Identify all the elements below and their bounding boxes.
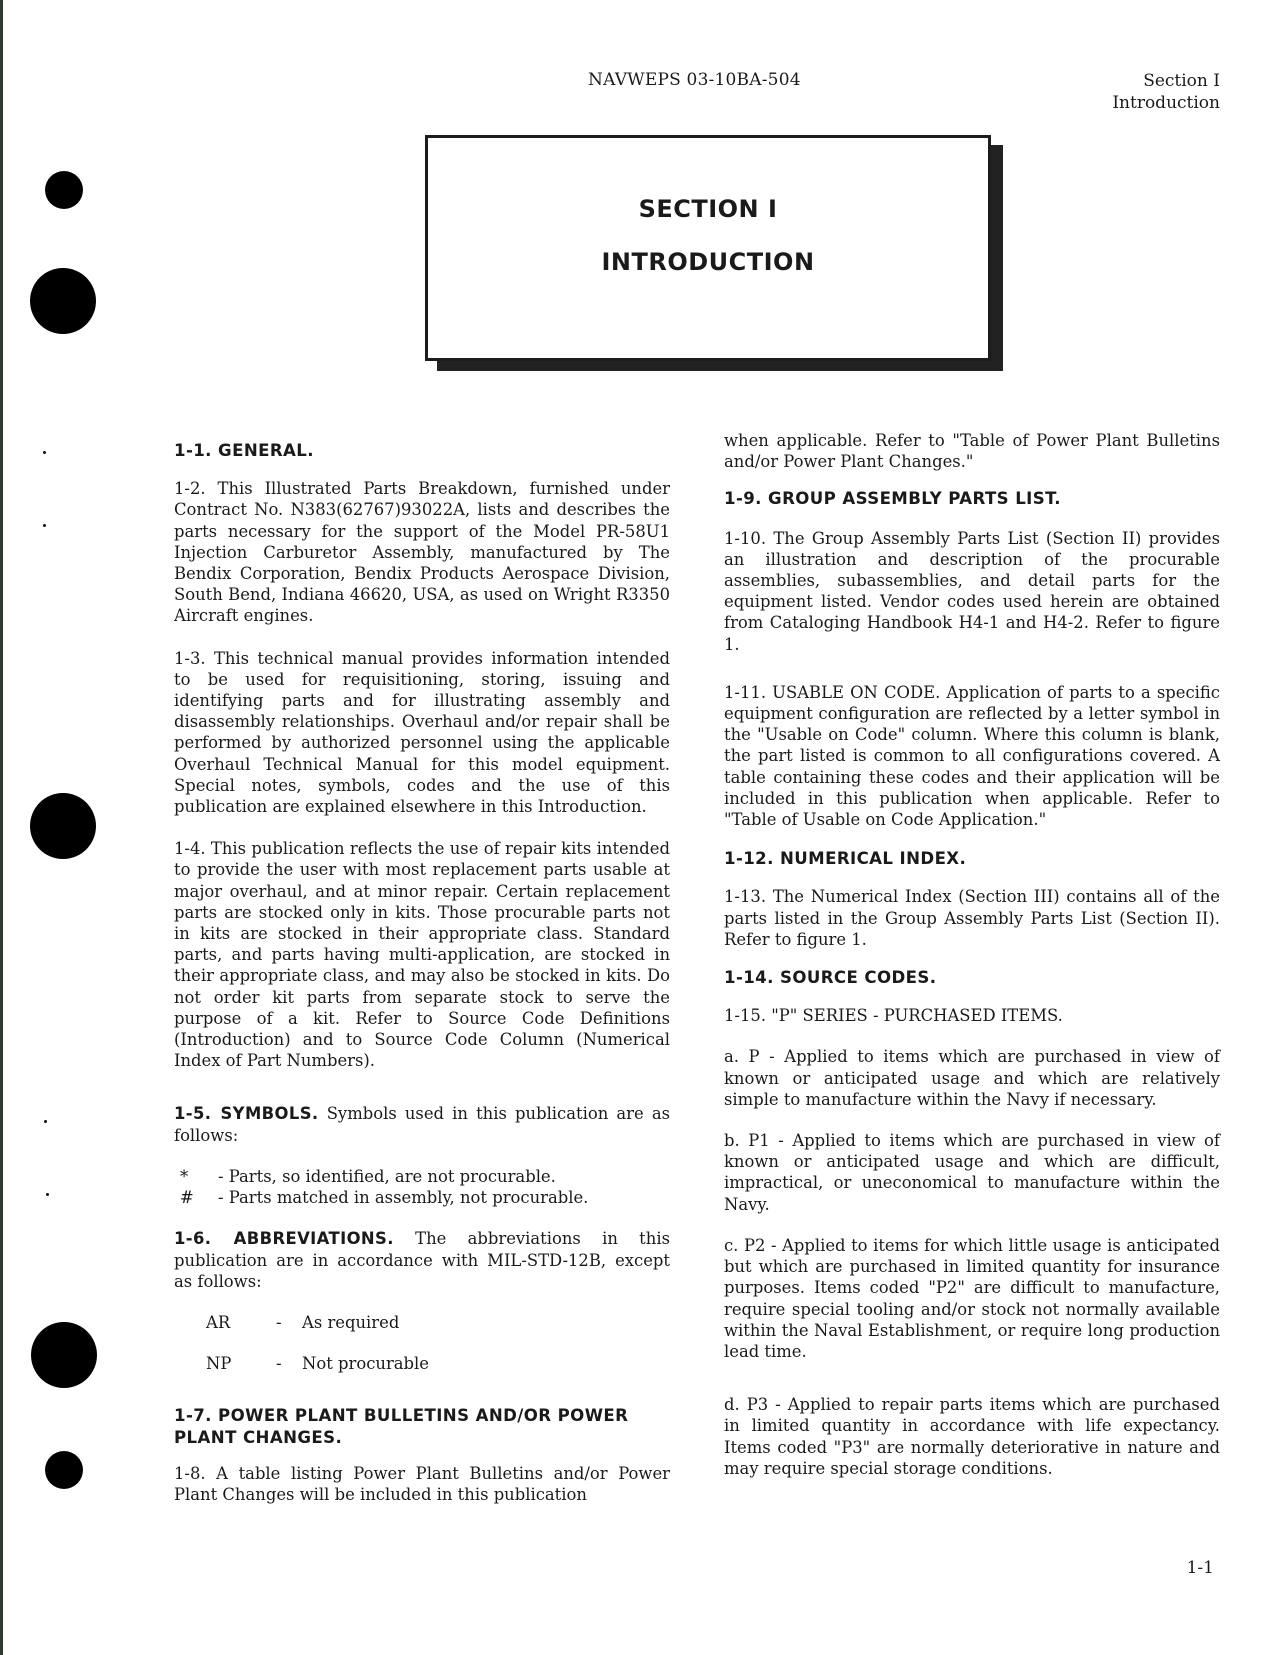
abbreviation-row <box>174 1312 670 1333</box>
abbreviation-text: Not procurable <box>302 1354 429 1374</box>
source-code-p2: c. P2 - Applied to items for which little usage is anticipated but which are purchased in limited quantity for insurance purposes. Items coded "P2" are difficult to manufacture, require special tooling and/or stock not normally available within the Naval Establishment, or require long production lead time. <box>724 1235 1220 1361</box>
heading-1-14: 1-14. SOURCE CODES. <box>724 968 937 988</box>
abbreviation-key: NP <box>206 1354 232 1374</box>
paragraph-1-5-text: Symbols used in this publication are as follows: <box>174 1104 671 1145</box>
page-edge <box>0 0 3 1655</box>
heading-1-12: 1-12. NUMERICAL INDEX. <box>724 849 967 869</box>
symbol-row <box>174 1187 670 1208</box>
source-code-p: a. P - Applied to items which are purchased in view of known or anticipated usage and which are relatively simple to manufacture within the Navy if necessary. <box>724 1047 1220 1109</box>
section-heading: SECTION I <box>638 195 778 223</box>
section-label: Section I <box>1143 71 1220 91</box>
paragraph-1-11: 1-11. USABLE ON CODE. Application of parts to a specific equipment configuration are reflected by a letter symbol in the "Usable on Code" column. Where this column is blank, the part listed is common to all configurations covered. A table containing these codes and their application will be included in this publication when applicable. Refer to "Table of Usable on Code Application." <box>724 682 1220 830</box>
scan-speck <box>46 1193 49 1196</box>
paragraph-1-13: 1-13. The Numerical Index (Section III) contains all of the parts listed in the Group Assembly Parts List (Section II). Refer to figure 1. <box>724 887 1220 949</box>
paragraph-1-8: 1-8. A table listing Power Plant Bulletins and/or Power Plant Changes will be included in this publication <box>174 1463 670 1504</box>
symbol-row <box>174 1166 670 1187</box>
section-subheading: INTRODUCTION <box>601 248 815 276</box>
paragraph-1-5 <box>174 1103 670 1145</box>
right-column <box>724 430 1220 1479</box>
symbol-text: - Parts matched in assembly, not procurable. <box>218 1188 589 1208</box>
source-code-p3: d. P3 - Applied to repair parts items which are purchased in limited quantity in accordance with life expectancy. Items coded "P3" are normally deteriorative in nature and may require special storage conditions. <box>724 1395 1220 1478</box>
paragraph-1-4: 1-4. This publication reflects the use of repair kits intended to provide the user with most replacement parts usable at major overhaul, and at minor repair. Certain replacement parts are stocked only in kits. Those procurable parts not in kits are stocked in their appropriate class. Standard parts, and parts having multi-application, are stocked in their appropriate class, and may also be stocked in kits. Do not order kit parts from separate stock to serve the purpose of a kit. Refer to Source Code Definitions (Introduction) and to Source Code Column (Numerical Index of Part Numbers). <box>174 839 670 1071</box>
left-column <box>174 440 670 1505</box>
abbreviation-key: AR <box>206 1312 231 1332</box>
source-code-p1: b. P1 - Applied to items which are purchased in view of known or anticipated usage and which are difficult, impractical, or uneconomical to manufacture within the Navy. <box>724 1131 1220 1214</box>
symbol-key: * <box>180 1166 189 1186</box>
symbol-key: # <box>180 1188 194 1208</box>
page-number: 1-1 <box>1186 1558 1214 1578</box>
section-title-box <box>425 135 991 361</box>
document-number: NAVWEPS 03-10BA-504 <box>588 70 801 90</box>
abbreviation-row <box>174 1353 670 1374</box>
binder-hole <box>45 1451 83 1489</box>
abbreviation-dash: - <box>276 1354 282 1374</box>
binder-hole <box>30 268 96 334</box>
paragraph-1-2: 1-2. This Illustrated Parts Breakdown, furnished under Contract No. N383(62767)93022A, lists and describes the parts necessary for the support of the Model PR-58U1 Injection Carburetor Assembly, manufactured by The Bendix Corporation, Bendix Products Aerospace Division, South Bend, Indiana 46620, USA, as used on Wright R3350 Aircraft engines. <box>174 479 670 626</box>
symbol-text: - Parts, so identified, are not procurable. <box>218 1166 556 1186</box>
heading-1-6: 1-6. ABBREVIATIONS. <box>174 1229 394 1249</box>
scan-speck <box>44 1120 47 1123</box>
abbreviation-dash: - <box>276 1312 282 1332</box>
section-title-label: Introduction <box>1112 93 1220 113</box>
paragraph-1-8-continued: when applicable. Refer to "Table of Power Plant Bulletins and/or Power Plant Changes." <box>724 431 1220 472</box>
paragraph-1-10: 1-10. The Group Assembly Parts List (Section II) provides an illustration and description of the procurable assemblies, subassemblies, and detail parts for the equipment listed. Vendor codes used herein are obtained from Cataloging Handbook H4-1 and H4-2. Refer to figure 1. <box>724 528 1220 654</box>
running-header <box>1112 70 1220 114</box>
heading-1-7: 1-7. POWER PLANT BULLETINS AND/OR POWER PLANT CHANGES. <box>174 1406 629 1447</box>
binder-hole <box>30 793 96 859</box>
scan-speck <box>43 524 46 527</box>
paragraph-1-15: 1-15. "P" SERIES - PURCHASED ITEMS. <box>724 1006 1063 1026</box>
abbreviation-text: As required <box>302 1312 400 1332</box>
heading-1-9: 1-9. GROUP ASSEMBLY PARTS LIST. <box>724 489 1062 509</box>
heading-1-5: 1-5. SYMBOLS. <box>174 1104 319 1124</box>
scan-speck <box>43 451 46 454</box>
paragraph-1-6-text: The abbreviations in this publication are in accordance with MIL-STD-12B, except as follows: <box>174 1229 670 1291</box>
binder-hole <box>45 171 83 209</box>
binder-hole <box>31 1322 97 1388</box>
heading-1-1: 1-1. GENERAL. <box>174 441 314 460</box>
paragraph-1-3: 1-3. This technical manual provides information intended to be used for requisitioning, storing, issuing and identifying parts and for illustrating assembly and disassembly relationships. Overhaul and/or repair shall be performed by authorized personnel using the applicable Overhaul Technical Manual for this model equipment. Special notes, symbols, codes and the use of this publication are explained elsewhere in this Introduction. <box>174 648 670 817</box>
paragraph-1-6 <box>174 1228 670 1292</box>
